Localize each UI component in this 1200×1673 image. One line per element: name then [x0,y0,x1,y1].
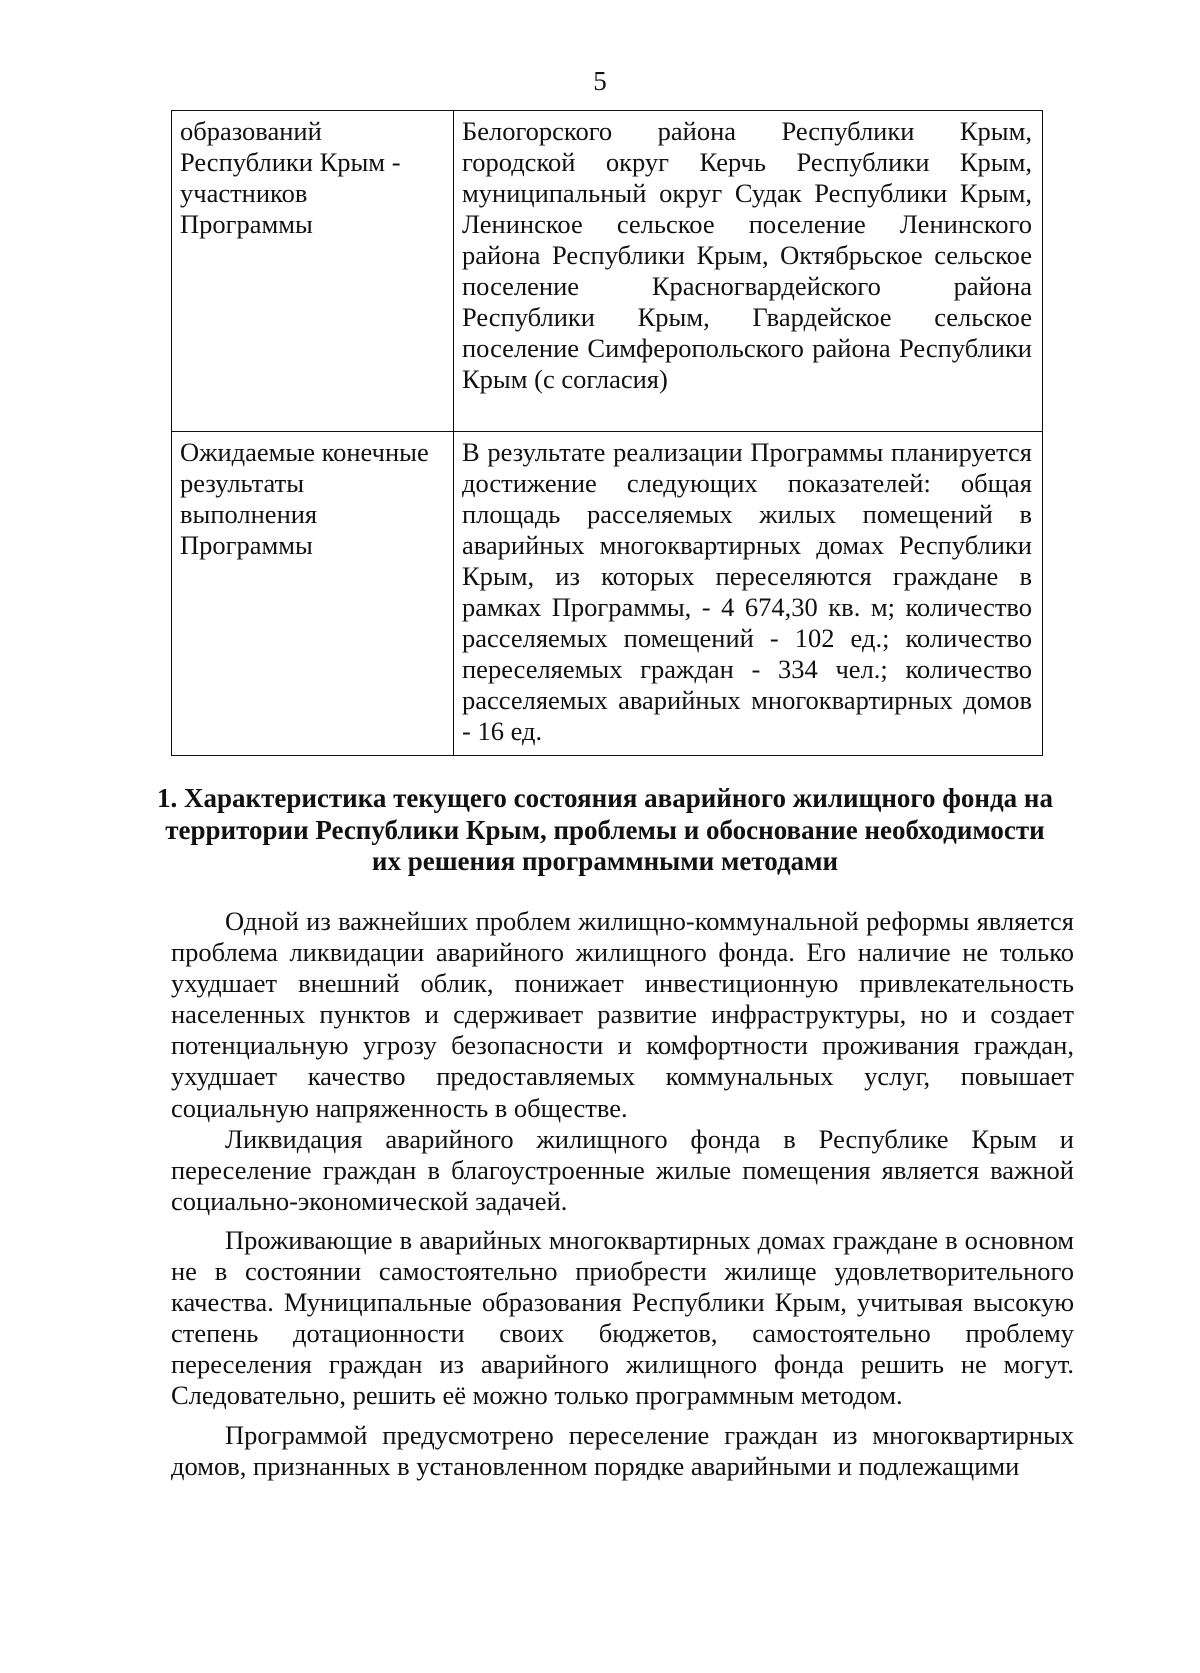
row-content: В результате реализации Программы планируется достижение следующих показателей: общая площадь расселяемых жилых помещений в аварийных многоквартирных домах Республики Крым, из которых переселяются граждане в рамках Программы, - 4 674,30 кв. м; количество расселяемых помещений - 102 ед.; количество переселяемых граждан - 334 чел.; количество расселяемых аварийных многоквартирных домов - 16 ед. [454,432,1043,756]
row-label: Ожидаемые конечные результаты выполнения Программы [172,432,454,756]
page-number: 5 [593,66,607,96]
paragraph: Программой предусмотрено переселение граждан из многоквартирных домов, признанных в установленном порядке аварийными и подлежащими [171,1419,1074,1481]
paragraph: Проживающие в аварийных многоквартирных домах граждане в основном не в состоянии самостоятельно приобрести жилище удовлетворительного качества. Муниципальные образования Республики Крым, учитывая высокую степень дотационности своих бюджетов, самостоятельно проблему переселения граждан из аварийного жилищного фонда решить не могут. Следовательно, решить её можно только программным методом. [171,1224,1074,1411]
paragraph: Одной из важнейших проблем жилищно-коммунальной реформы является проблема ликвидации аварийного жилищного фонда. Его наличие не только ухудшает внешний облик, понижает инвестиционную привлекательность населенных пунктов и сдерживает развитие инфраструктуры, но и создает потенциальную угрозу безопасности и комфортности проживания граждан, ухудшает качество предоставляемых коммунальных услуг, повышает социальную напряженность в обществе. [171,906,1074,1123]
table-row [172,432,1043,756]
section-title: 1. Характеристика текущего состояния аварийного жилищного фонда на территории Республики Крым, проблемы и обоснование необходимости их решения программными методами [157,783,1053,876]
table-row [172,111,1043,432]
row-label: образований Республики Крым - участников Программы [172,111,454,432]
row-content: Белогорского района Республики Крым, городской округ Керчь Республики Крым, муниципальный округ Судак Республики Крым, Ленинское сельское поселение Ленинского района Республики Крым, Октябрьское сельское поселение Красногвардейского района Республики Крым, Гвардейское сельское поселение Симферопольского района Республики Крым (с согласия) [454,111,1043,432]
paragraph: Ликвидация аварийного жилищного фонда в Республике Крым и переселение граждан в благоустроенные жилые помещения является важной социально-экономической задачей. [171,1123,1074,1216]
program-passport-table [171,110,1043,756]
body-text [171,906,1074,1482]
